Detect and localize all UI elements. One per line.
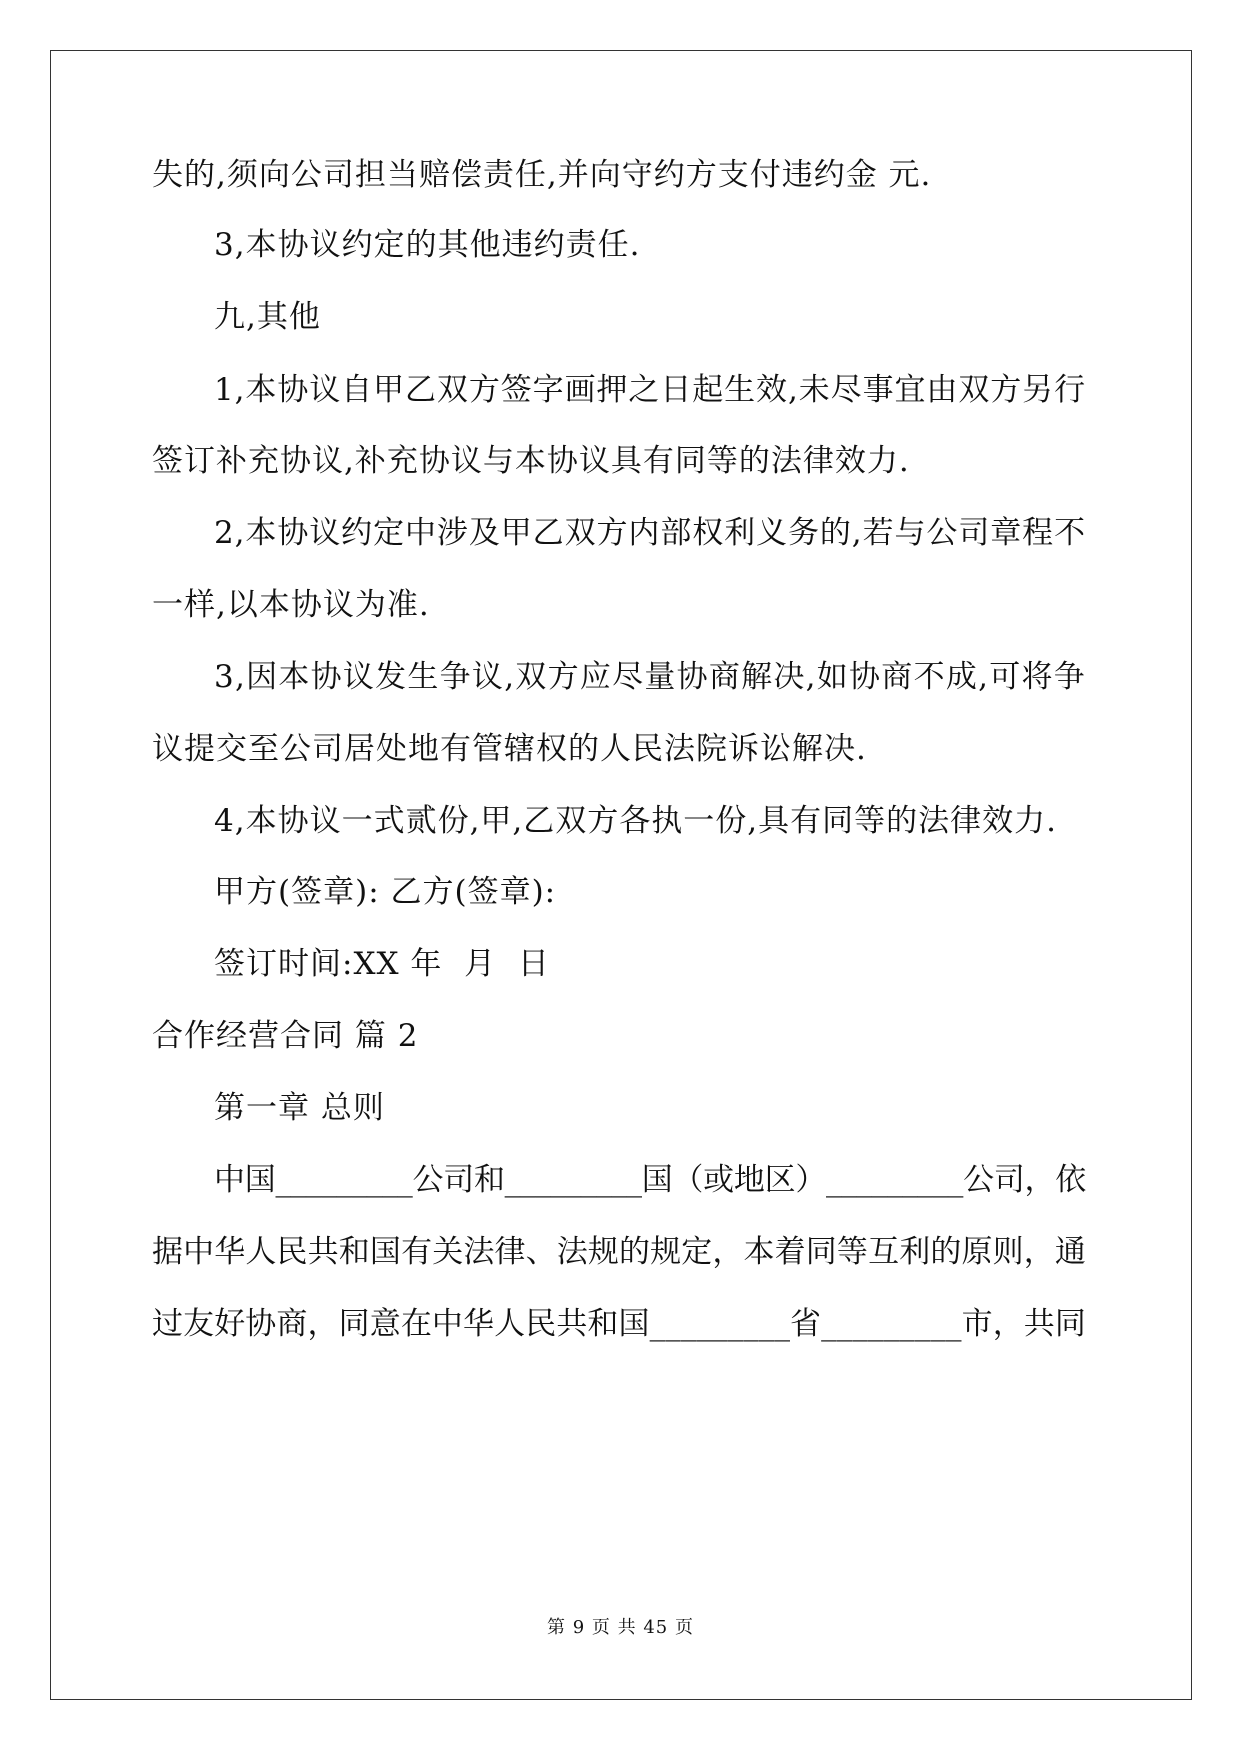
section-heading: 九,其他: [214, 299, 321, 335]
paragraph-line: 签订补充协议,补充协议与本协议具有同等的法律效力.: [152, 443, 910, 479]
paragraph-line: 失的,须向公司担当赔偿责任,并向守约方支付违约金 元.: [152, 157, 932, 193]
paragraph-line: 3,本协议约定的其他违约责任.: [214, 227, 641, 263]
paragraph-line: 一样,以本协议为准.: [152, 587, 430, 623]
signature-line: 甲方(签章): 乙方(签章):: [214, 874, 557, 910]
paragraph-line: 过友好协商，同意在中华人民共和国_________省_________市，共同: [152, 1306, 1086, 1342]
contract-title: 合作经营合同 篇 2: [152, 1018, 419, 1054]
paragraph-line: 3,因本协议发生争议,双方应尽量协商解决,如协商不成,可将争: [214, 659, 1086, 695]
chapter-heading: 第一章 总则: [214, 1090, 385, 1126]
paragraph-line: 中国_________公司和_________国（或地区）_________公司，依: [214, 1162, 1086, 1198]
date-line: 签订时间:XX 年 月 日: [214, 946, 550, 982]
page-number-footer: 第 9 页 共 45 页: [547, 1617, 694, 1638]
paragraph-line: 4,本协议一式贰份,甲,乙双方各执一份,具有同等的法律效力.: [214, 803, 1057, 839]
paragraph-line: 据中华人民共和国有关法律、法规的规定，本着同等互利的原则，通: [152, 1234, 1086, 1270]
paragraph-line: 2,本协议约定中涉及甲乙双方内部权利义务的,若与公司章程不: [214, 515, 1086, 551]
paragraph-line: 议提交至公司居处地有管辖权的人民法院诉讼解决.: [152, 731, 867, 767]
paragraph-line: 1,本协议自甲乙双方签字画押之日起生效,未尽事宜由双方另行: [214, 372, 1086, 408]
